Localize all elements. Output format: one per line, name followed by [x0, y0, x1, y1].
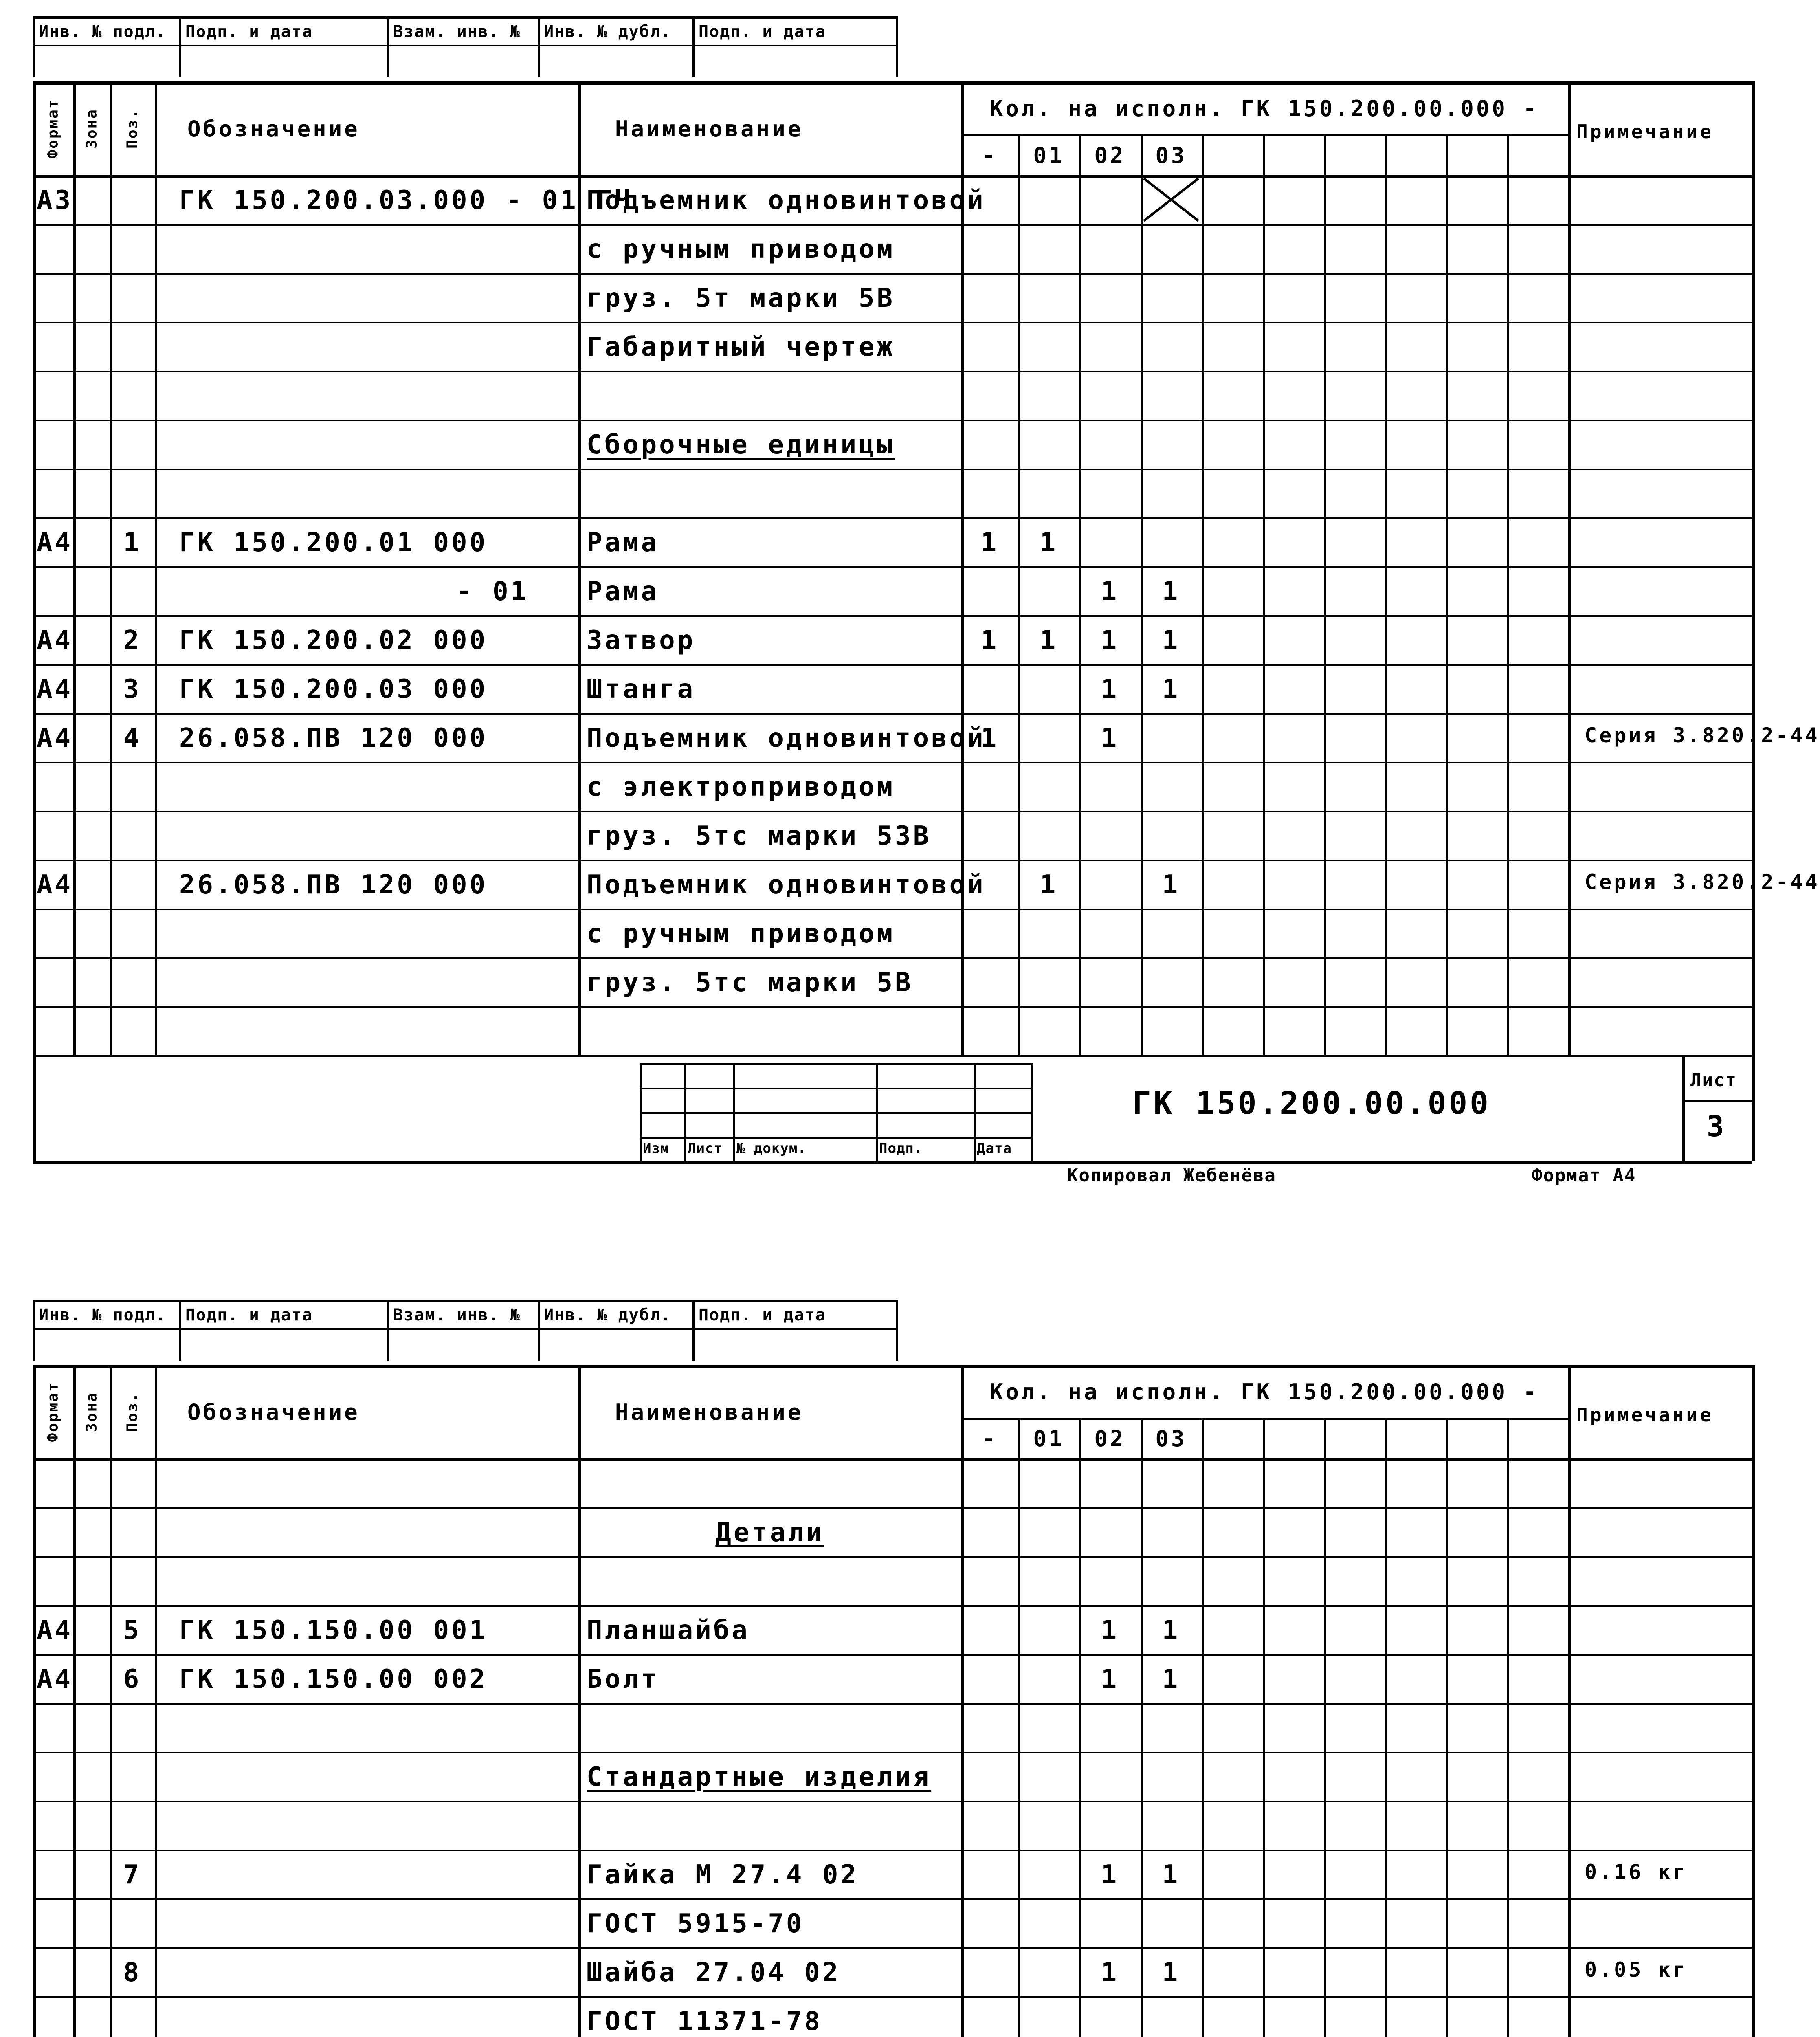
grid-line-v: [974, 1063, 976, 1161]
inventory-label: Инв. № подл.: [39, 22, 166, 41]
grid-line-h: [33, 615, 1752, 617]
grid-line-v: [1385, 1418, 1387, 2037]
inventory-label: Подп. и дата: [185, 22, 313, 41]
header-qty: Кол. на исполн. ГК 150.200.00.000 -: [990, 1379, 1539, 1405]
cell-name: ГОСТ 5915-70: [587, 1909, 804, 1939]
grid-line-v: [1752, 81, 1755, 1161]
header-pos: Поз.: [124, 108, 141, 149]
cell-qty: 1: [980, 723, 999, 753]
cell-name: Затвор: [587, 625, 696, 656]
cell-name: Рама: [587, 576, 659, 607]
cell-name: груз. 5т марки 5В: [587, 283, 895, 313]
grid-line-v: [1507, 134, 1509, 1055]
grid-line-h: [33, 81, 1752, 85]
inventory-label: Подп. и дата: [699, 22, 826, 41]
cell-format: А4: [37, 674, 73, 704]
cell-name: Подъемник одновинтовой: [587, 185, 986, 216]
cell-qty: 1: [1040, 625, 1058, 656]
inventory-label: Инв. № подл.: [39, 1306, 166, 1324]
grid-line-v: [692, 1300, 695, 1361]
grid-line-h: [33, 566, 1752, 568]
cell-format: А4: [37, 723, 73, 753]
cell-designation: ГК 150.150.00 001: [179, 1615, 488, 1645]
cell-name: груз. 5тс марки 5В: [587, 968, 913, 998]
cross-mark-icon: [1144, 178, 1198, 221]
grid-line-h: [33, 420, 1752, 421]
grid-line-h: [33, 713, 1752, 715]
cell-designation: ГК 150.200.01 000: [179, 528, 488, 558]
cell-format: А4: [37, 870, 73, 900]
cell-pos: 4: [123, 723, 142, 753]
grid-line-v: [1263, 1418, 1265, 2037]
grid-line-v: [33, 81, 36, 1161]
grid-line-h: [961, 1418, 1568, 1420]
header-zone: Зона: [83, 1392, 100, 1432]
grid-line-h: [33, 1801, 1752, 1802]
grid-line-v: [1507, 1418, 1509, 2037]
grid-line-h: [33, 517, 1752, 519]
cell-name: с ручным приводом: [587, 234, 895, 264]
cell-name: Рама: [587, 528, 659, 558]
grid-line-h: [640, 1063, 1031, 1065]
cell-pos: 5: [123, 1615, 142, 1645]
inventory-label: Инв. № дубл.: [544, 1306, 671, 1324]
grid-line-v: [110, 1365, 112, 2037]
format-label: Формат А4: [1532, 1165, 1636, 1186]
grid-line-v: [1202, 134, 1204, 1055]
grid-line-v: [179, 1300, 181, 1361]
grid-line-v: [1446, 134, 1448, 1055]
header-name: Наименование: [615, 1399, 804, 1425]
grid-line-h: [33, 664, 1752, 666]
cell-pos: 3: [123, 674, 142, 704]
grid-line-h: [33, 1703, 1752, 1705]
grid-line-h: [33, 1006, 1752, 1008]
cell-designation: - 01: [456, 576, 529, 607]
cell-format: А4: [37, 625, 73, 656]
grid-line-h: [33, 1328, 896, 1330]
header-note: Примечание: [1576, 121, 1714, 143]
grid-line-h: [33, 860, 1752, 861]
grid-line-v: [73, 1365, 76, 2037]
cell-format: А4: [37, 1615, 73, 1645]
grid-line-h: [33, 224, 1752, 226]
stamp-label: Подп.: [879, 1140, 923, 1157]
cell-qty: 1: [1101, 1615, 1119, 1645]
cell-pos: 2: [123, 625, 142, 656]
cell-qty: 1: [1101, 674, 1119, 704]
cell-format: А3: [37, 185, 73, 216]
header-zone: Зона: [83, 108, 100, 149]
grid-line-h: [33, 1300, 896, 1302]
grid-line-v: [1031, 1063, 1033, 1161]
grid-line-h: [33, 371, 1752, 372]
grid-line-h: [33, 1556, 1752, 1558]
grid-line-h: [33, 1996, 1752, 1998]
header-variant: -: [982, 143, 998, 168]
stamp-label: Изм: [643, 1140, 669, 1157]
grid-line-h: [33, 273, 1752, 275]
stamp-label: № докум.: [736, 1140, 807, 1157]
cell-name: Болт: [587, 1664, 659, 1694]
inventory-label: Взам. инв. №: [393, 22, 521, 41]
header-format: Формат: [44, 98, 62, 159]
grid-line-h: [33, 1161, 1752, 1164]
cell-name: с ручным приводом: [587, 919, 895, 949]
cell-designation: ГК 150.200.03.000 - 01 ГЧ: [179, 185, 633, 216]
cell-name: Планшайба: [587, 1615, 750, 1645]
cell-qty: 1: [1162, 576, 1180, 607]
sheet-label: Лист: [1690, 1070, 1737, 1091]
cell-qty: 1: [1101, 1664, 1119, 1694]
grid-line-v: [1324, 134, 1326, 1055]
grid-line-h: [1682, 1100, 1752, 1102]
grid-line-h: [33, 762, 1752, 763]
grid-line-h: [33, 1507, 1752, 1509]
grid-line-h: [33, 1752, 1752, 1753]
grid-line-h: [33, 322, 1752, 323]
cell-note: Серия 3.820.2-44: [1585, 724, 1820, 747]
grid-line-v: [538, 16, 540, 77]
grid-line-h: [33, 16, 896, 19]
grid-line-v: [1018, 1418, 1020, 2037]
cell-name: с электроприводом: [587, 772, 895, 802]
cell-qty: 1: [1162, 674, 1180, 704]
cell-qty: 1: [1162, 870, 1180, 900]
stamp-label: Дата: [977, 1140, 1012, 1157]
header-variant: 02: [1094, 143, 1126, 168]
grid-line-h: [33, 957, 1752, 959]
inventory-label: Подп. и дата: [185, 1306, 313, 1324]
grid-line-h: [33, 469, 1752, 470]
cell-pos: 8: [123, 1958, 142, 1988]
grid-line-v: [1202, 1418, 1204, 2037]
grid-line-h: [33, 1654, 1752, 1656]
cell-qty: 1: [1040, 870, 1058, 900]
cell-qty: 1: [980, 528, 999, 558]
copied-by: Копировал Жебенёва: [1067, 1165, 1276, 1186]
cell-format: А4: [37, 1664, 73, 1694]
header-variant: 01: [1033, 143, 1065, 168]
grid-line-v: [876, 1063, 878, 1161]
grid-line-v: [1079, 1418, 1081, 2037]
grid-line-v: [155, 1365, 157, 2037]
grid-line-v: [1682, 1055, 1685, 1161]
grid-line-v: [387, 1300, 389, 1361]
grid-line-h: [33, 1605, 1752, 1607]
cell-qty: 1: [1040, 528, 1058, 558]
grid-line-v: [387, 16, 389, 77]
cell-qty: 1: [1162, 1615, 1180, 1645]
cell-name: ГОСТ 11371-78: [587, 2006, 822, 2037]
grid-line-v: [1385, 134, 1387, 1055]
cell-designation: 26.058.ПВ 120 000: [179, 870, 488, 900]
grid-line-h: [33, 909, 1752, 910]
grid-line-h: [33, 811, 1752, 812]
cell-name: груз. 5тс марки 53В: [587, 821, 932, 851]
cell-qty: 1: [1101, 1860, 1119, 1890]
cell-qty: 1: [1101, 723, 1119, 753]
grid-line-v: [640, 1063, 642, 1161]
grid-line-h: [33, 45, 896, 46]
grid-line-h: [640, 1112, 1031, 1114]
stamp-label: Лист: [688, 1140, 723, 1157]
grid-line-v: [1446, 1418, 1448, 2037]
grid-line-v: [961, 1365, 964, 2037]
cell-qty: 1: [1162, 625, 1180, 656]
cell-name: Подъемник одновинтовой: [587, 723, 986, 753]
header-format: Формат: [44, 1381, 62, 1442]
cell-qty: 1: [1162, 1664, 1180, 1694]
header-designation: Обозначение: [187, 116, 360, 142]
cell-name: Штанга: [587, 674, 696, 704]
cell-designation: ГК 150.150.00 002: [179, 1664, 488, 1694]
section-heading: Стандартные изделия: [587, 1762, 932, 1792]
grid-line-h: [33, 1850, 1752, 1851]
header-variant: 02: [1094, 1426, 1126, 1452]
grid-line-v: [896, 1300, 898, 1361]
grid-line-v: [578, 1365, 581, 2037]
cell-qty: 1: [1101, 1958, 1119, 1988]
spec-sheet-4: [0, 1283, 1789, 2037]
grid-line-v: [1018, 134, 1020, 1055]
cell-qty: 1: [1101, 576, 1119, 607]
grid-line-h: [33, 1898, 1752, 1900]
cell-pos: 6: [123, 1664, 142, 1694]
header-variant: 03: [1155, 143, 1187, 168]
header-variant: -: [982, 1426, 998, 1452]
cell-qty: 1: [1162, 1860, 1180, 1890]
cell-qty: 1: [1162, 1958, 1180, 1988]
section-heading: Сборочные единицы: [587, 430, 895, 460]
grid-line-v: [692, 16, 695, 77]
grid-line-v: [1141, 1418, 1143, 2037]
header-qty: Кол. на исполн. ГК 150.200.00.000 -: [990, 96, 1539, 121]
grid-line-v: [1324, 1418, 1326, 2037]
cell-qty: 1: [980, 625, 999, 656]
cell-designation: 26.058.ПВ 120 000: [179, 723, 488, 753]
cell-designation: ГК 150.200.03 000: [179, 674, 488, 704]
grid-line-h: [961, 134, 1568, 136]
grid-line-h: [33, 1458, 1752, 1461]
header-variant: 03: [1155, 1426, 1187, 1452]
grid-line-h: [33, 1365, 1752, 1368]
grid-line-v: [1568, 1365, 1571, 2037]
document-code: ГК 150.200.00.000: [1132, 1085, 1491, 1121]
cell-name: Шайба 27.04 02: [587, 1958, 841, 1988]
cell-pos: 1: [123, 528, 142, 558]
header-name: Наименование: [615, 116, 804, 142]
grid-line-v: [33, 16, 35, 77]
cell-designation: ГК 150.200.02 000: [179, 625, 488, 656]
inventory-label: Подп. и дата: [699, 1306, 826, 1324]
grid-line-v: [1263, 134, 1265, 1055]
grid-line-h: [640, 1088, 1031, 1089]
cell-pos: 7: [123, 1860, 142, 1890]
sheet-number: 3: [1707, 1110, 1727, 1143]
cell-name: Подъемник одновинтовой: [587, 870, 986, 900]
grid-line-h: [640, 1137, 1031, 1139]
header-note: Примечание: [1576, 1404, 1714, 1426]
header-pos: Поз.: [124, 1392, 141, 1432]
header-designation: Обозначение: [187, 1399, 360, 1425]
cell-qty: 1: [1101, 625, 1119, 656]
grid-line-v: [1752, 1365, 1755, 2037]
grid-line-h: [33, 1055, 1752, 1057]
grid-line-v: [684, 1063, 686, 1161]
header-variant: 01: [1033, 1426, 1065, 1452]
cell-note: 0.16 кг: [1585, 1860, 1688, 1884]
inventory-label: Взам. инв. №: [393, 1306, 521, 1324]
grid-line-v: [33, 1300, 35, 1361]
grid-line-v: [179, 16, 181, 77]
cell-name: Габаритный чертеж: [587, 332, 895, 362]
grid-line-h: [33, 1947, 1752, 1949]
grid-line-v: [538, 1300, 540, 1361]
section-heading: Детали: [715, 1518, 824, 1548]
grid-line-v: [733, 1063, 735, 1161]
grid-line-v: [33, 1365, 36, 2037]
cell-note: Серия 3.820.2-44: [1585, 870, 1820, 894]
cell-note: 0.05 кг: [1585, 1958, 1688, 1982]
cell-name: Гайка М 27.4 02: [587, 1860, 859, 1890]
grid-line-h: [33, 175, 1752, 178]
grid-line-v: [896, 16, 898, 77]
inventory-label: Инв. № дубл.: [544, 22, 671, 41]
cell-format: А4: [37, 528, 73, 558]
